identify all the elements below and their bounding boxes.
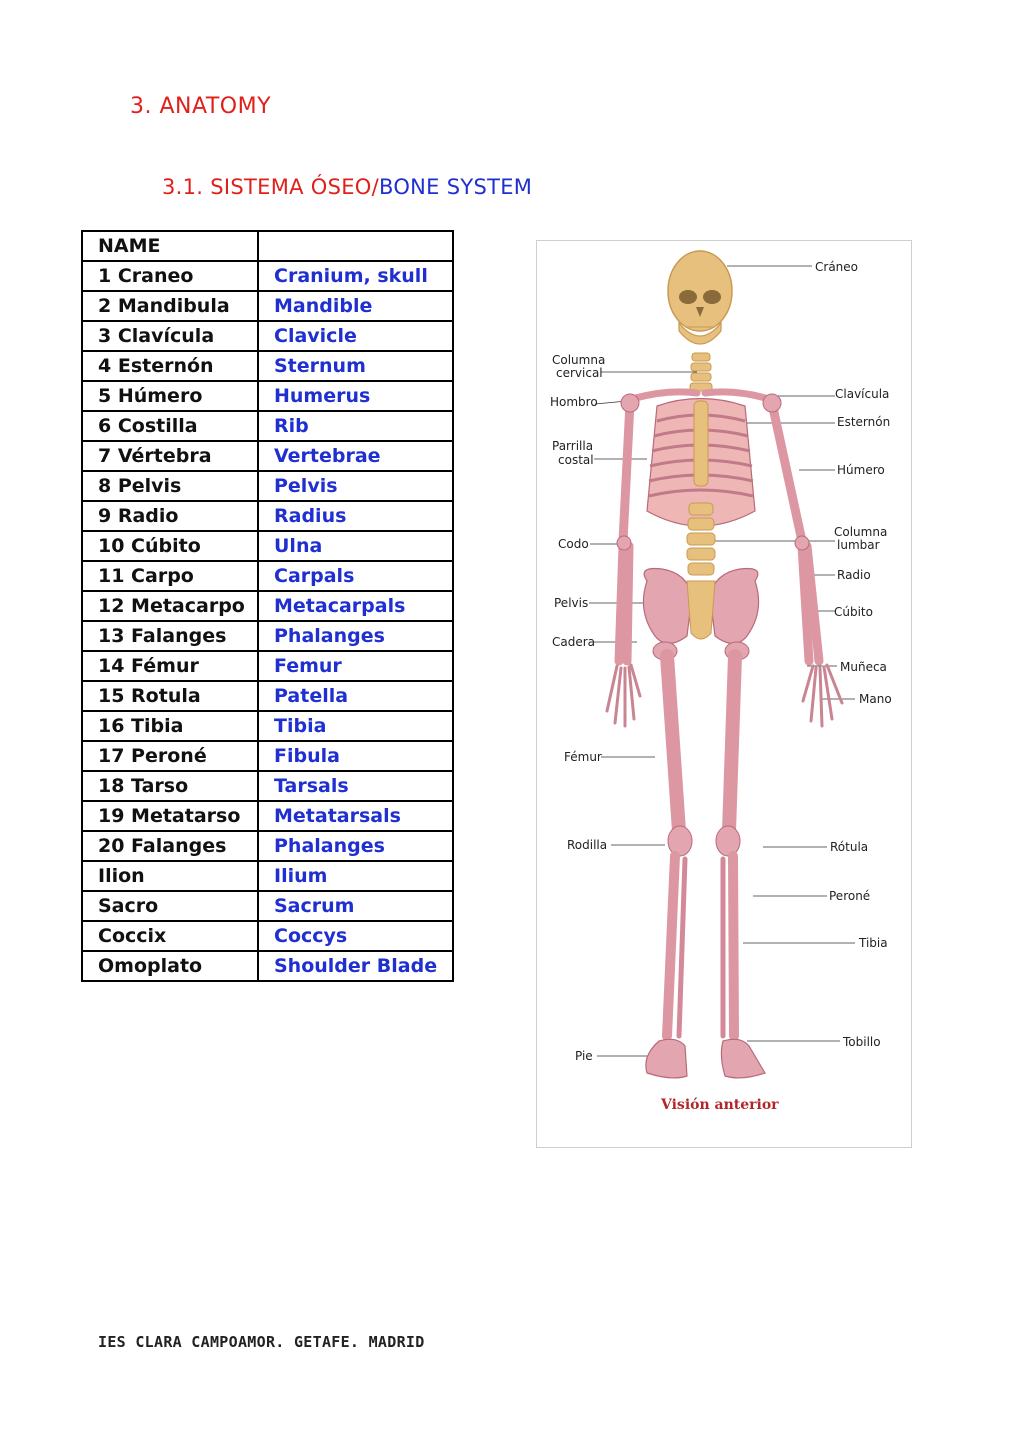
figure-caption: Visión anterior	[661, 1097, 779, 1113]
feet	[646, 1039, 765, 1078]
english-term-cell: Pelvis	[258, 471, 453, 501]
label-pie: Pie	[575, 1049, 593, 1063]
english-term-cell: Rib	[258, 411, 453, 441]
label-columna-lumbar-1: Columna	[834, 525, 888, 539]
table-row	[82, 471, 453, 501]
table-row	[82, 831, 453, 861]
label-perone: Peroné	[829, 889, 871, 903]
label-parrilla-1: Parrilla	[552, 439, 594, 453]
pelvis	[643, 569, 758, 661]
english-term-cell: Patella	[258, 681, 453, 711]
page-footer: IES CLARA CAMPOAMOR. GETAFE. MADRID	[98, 1333, 425, 1351]
spanish-term-cell: 20 Falanges	[82, 831, 258, 861]
label-esternon: Esternón	[837, 415, 891, 429]
spanish-term-cell: Omoplato	[82, 951, 258, 981]
label-mano: Mano	[859, 692, 892, 706]
table-row	[82, 441, 453, 471]
english-term-cell: Sternum	[258, 351, 453, 381]
section-heading-es: 3.1. SISTEMA ÓSEO/	[162, 175, 379, 199]
english-term-cell: Metatarsals	[258, 801, 453, 831]
lumbar-spine	[687, 503, 715, 575]
table-row	[82, 531, 453, 561]
english-term-cell: Sacrum	[258, 891, 453, 921]
table-row	[82, 501, 453, 531]
label-codo: Codo	[558, 537, 589, 551]
spanish-term-cell: 11 Carpo	[82, 561, 258, 591]
spanish-term-cell: 13 Falanges	[82, 621, 258, 651]
section-heading-en: BONE SYSTEM	[379, 175, 533, 199]
spanish-term-cell: 3 Clavícula	[82, 321, 258, 351]
label-radio: Radio	[837, 568, 871, 582]
spanish-term-cell: 10 Cúbito	[82, 531, 258, 561]
english-term-cell: Cranium, skull	[258, 261, 453, 291]
table-row	[82, 561, 453, 591]
table-row	[82, 681, 453, 711]
english-term-cell: Metacarpals	[258, 591, 453, 621]
table-header-cell	[258, 231, 453, 261]
table-row	[82, 411, 453, 441]
spanish-term-cell: 15 Rotula	[82, 681, 258, 711]
english-term-cell: Phalanges	[258, 831, 453, 861]
label-tobillo: Tobillo	[843, 1035, 881, 1049]
table-row	[82, 351, 453, 381]
fibulas	[679, 859, 723, 1036]
table-row	[82, 651, 453, 681]
english-term-cell: Ilium	[258, 861, 453, 891]
section-heading	[162, 175, 532, 199]
spanish-term-cell: Ilion	[82, 861, 258, 891]
label-cadera: Cadera	[552, 635, 596, 649]
english-term-cell: Tarsals	[258, 771, 453, 801]
table-row	[82, 771, 453, 801]
label-parrilla-2: costal	[558, 453, 594, 467]
spanish-term-cell: 18 Tarso	[82, 771, 258, 801]
table-row	[82, 591, 453, 621]
spanish-term-cell: 8 Pelvis	[82, 471, 258, 501]
label-clavicula: Clavícula	[835, 387, 890, 401]
table-row	[82, 891, 453, 921]
spanish-term-cell: 6 Costilla	[82, 411, 258, 441]
labels-right	[815, 260, 892, 1049]
table-row	[82, 921, 453, 951]
spanish-term-cell: 19 Metatarso	[82, 801, 258, 831]
english-term-cell: Humerus	[258, 381, 453, 411]
spanish-term-cell: Coccix	[82, 921, 258, 951]
label-tibia: Tibia	[859, 936, 888, 950]
label-hombro: Hombro	[550, 395, 598, 409]
english-term-cell: Shoulder Blade	[258, 951, 453, 981]
english-term-cell: Ulna	[258, 531, 453, 561]
spanish-term-cell: 16 Tibia	[82, 711, 258, 741]
spanish-term-cell: 9 Radio	[82, 501, 258, 531]
table-header-row	[82, 231, 453, 261]
english-term-cell: Coccys	[258, 921, 453, 951]
spanish-term-cell: 4 Esternón	[82, 351, 258, 381]
label-columna-cervical-2: cervical	[556, 366, 603, 380]
knees	[668, 826, 740, 856]
english-term-cell: Phalanges	[258, 621, 453, 651]
label-humero: Húmero	[837, 463, 885, 477]
spanish-term-cell: Sacro	[82, 891, 258, 921]
femurs	[667, 656, 735, 831]
bone-vocabulary-table	[81, 230, 454, 982]
spanish-term-cell: 17 Peroné	[82, 741, 258, 771]
table-row	[82, 261, 453, 291]
spanish-term-cell: 1 Craneo	[82, 261, 258, 291]
skull	[668, 251, 732, 344]
label-columna-lumbar-2: lumbar	[837, 538, 880, 552]
table-row	[82, 741, 453, 771]
table-row	[82, 801, 453, 831]
table-row	[82, 861, 453, 891]
skeleton-illustration	[537, 241, 913, 1149]
label-rotula: Rótula	[830, 840, 869, 854]
labels-left	[550, 353, 607, 1063]
table-row	[82, 621, 453, 651]
table-row	[82, 321, 453, 351]
hands	[607, 665, 842, 726]
table-header-cell: NAME	[82, 231, 258, 261]
spanish-term-cell: 5 Húmero	[82, 381, 258, 411]
english-term-cell: Fibula	[258, 741, 453, 771]
spanish-term-cell: 14 Fémur	[82, 651, 258, 681]
table-row	[82, 381, 453, 411]
label-columna-cervical-1: Columna	[552, 353, 606, 367]
label-femur: Fémur	[564, 750, 602, 764]
table-row	[82, 951, 453, 981]
label-craneo: Cráneo	[815, 260, 858, 274]
label-pelvis: Pelvis	[554, 596, 589, 610]
spanish-term-cell: 12 Metacarpo	[82, 591, 258, 621]
english-term-cell: Clavicle	[258, 321, 453, 351]
skeleton-figure	[536, 240, 912, 1148]
english-term-cell: Femur	[258, 651, 453, 681]
table-row	[82, 711, 453, 741]
english-term-cell: Tibia	[258, 711, 453, 741]
english-term-cell: Mandible	[258, 291, 453, 321]
table-row	[82, 291, 453, 321]
english-term-cell: Radius	[258, 501, 453, 531]
label-muneca: Muñeca	[840, 660, 887, 674]
page-heading: 3. ANATOMY	[130, 94, 272, 119]
label-cubito: Cúbito	[834, 605, 873, 619]
spanish-term-cell: 7 Vértebra	[82, 441, 258, 471]
english-term-cell: Carpals	[258, 561, 453, 591]
label-rodilla: Rodilla	[567, 838, 608, 852]
english-term-cell: Vertebrae	[258, 441, 453, 471]
spanish-term-cell: 2 Mandibula	[82, 291, 258, 321]
